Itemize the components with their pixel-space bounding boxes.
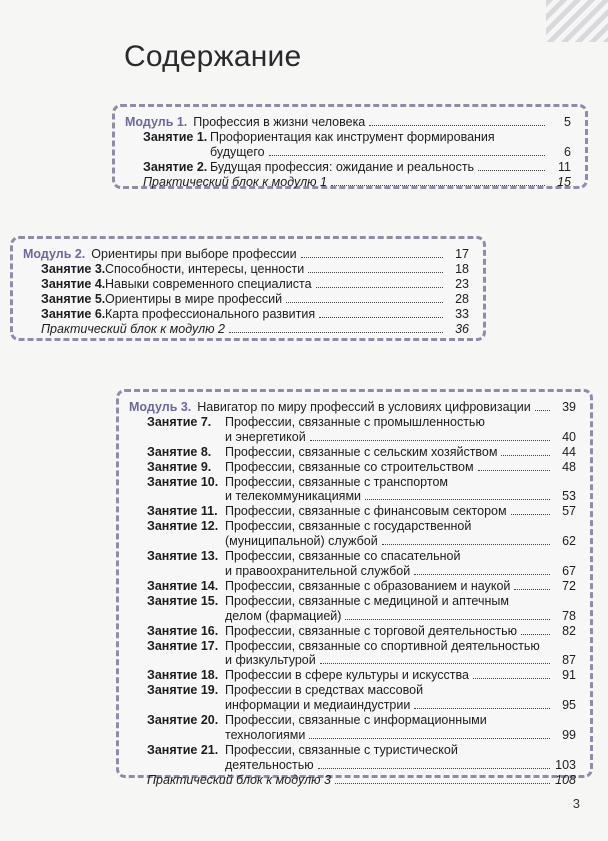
- dot-leader: [335, 774, 550, 784]
- entry-line: [105, 262, 469, 277]
- dot-leader: [414, 565, 550, 575]
- dot-leader: [521, 625, 550, 635]
- entry-line: [105, 307, 469, 322]
- lesson-label: Занятие 7.: [147, 414, 212, 429]
- entry-line: [225, 549, 576, 564]
- lesson-label: Занятие 3.: [41, 261, 106, 276]
- module-label: Модуль 3.: [129, 400, 192, 414]
- lesson-label: Занятие 14.: [147, 578, 219, 593]
- entry-title: Профессии, связанные с промышленностью: [225, 414, 485, 429]
- entry-line: [225, 639, 576, 654]
- entry-title: и телекоммуникациями: [225, 489, 362, 504]
- entry-line: [225, 698, 576, 713]
- dot-leader: [269, 146, 545, 156]
- entry-text: [105, 262, 469, 277]
- page-ref: 44: [562, 444, 576, 459]
- entry-line: [41, 322, 469, 337]
- lesson-label: Занятие 5.: [41, 291, 106, 306]
- dot-leader: [320, 654, 550, 664]
- lesson-label: Занятие 19.: [147, 683, 219, 698]
- dot-leader: [331, 176, 545, 186]
- lesson-label: Занятие 18.: [147, 668, 219, 683]
- page-ref: 67: [562, 563, 576, 578]
- page-ref: 40: [562, 429, 576, 444]
- page-ref: 78: [562, 608, 576, 623]
- toc-entry: [129, 445, 576, 460]
- entry-line: [225, 489, 576, 504]
- page-ref: 53: [562, 489, 576, 504]
- entry-line: [91, 247, 469, 262]
- toc-entry: [129, 624, 576, 639]
- lesson-label: Занятие 11.: [147, 504, 218, 519]
- entry-title: Профессии, связанные с транспортом: [225, 474, 448, 489]
- entry-line: [225, 728, 576, 743]
- entry-line: [225, 519, 576, 534]
- toc-entry: [129, 519, 576, 549]
- entry-line: [197, 400, 576, 415]
- entry-title: Профессии, связанные с туристической: [225, 742, 458, 757]
- entry-line: [225, 415, 576, 430]
- page-number: 3: [572, 796, 580, 811]
- dot-leader: [286, 293, 443, 303]
- toc-entry: [129, 639, 576, 669]
- entry-title: Профессии, связанные со спасательной: [225, 549, 461, 564]
- entry-line: [225, 653, 576, 668]
- entry-line: [225, 683, 576, 698]
- dot-leader: [535, 401, 550, 411]
- entry-title: Профессии, связанные с информационными: [225, 713, 487, 728]
- page-ref: 5: [564, 115, 571, 129]
- entry-text: [105, 307, 469, 322]
- module-content: [23, 247, 469, 336]
- dot-leader: [514, 580, 550, 590]
- entry-text: [225, 445, 576, 460]
- entry-line: [225, 624, 576, 639]
- entry-line: [225, 594, 576, 609]
- page-ref: 95: [562, 698, 576, 713]
- entry-title: Профессии, связанные с сельским хозяйством: [225, 444, 498, 459]
- entry-title: Будущая профессия: ожидание и реальность: [210, 159, 475, 174]
- dot-leader: [318, 759, 550, 769]
- entry-title: Профессия в жизни человека: [193, 115, 366, 129]
- entry-text: [225, 519, 576, 549]
- page-ref: 57: [562, 504, 576, 519]
- decorative-stripes: [546, 0, 608, 42]
- lesson-label: Занятие 10.: [147, 474, 219, 489]
- entry-text: [225, 743, 576, 773]
- entry-title: Способности, интересы, ценности: [105, 261, 305, 276]
- module-label: Модуль 2.: [23, 247, 86, 261]
- entry-text: [225, 594, 576, 624]
- entry-text: [225, 668, 576, 683]
- page-ref: 99: [562, 727, 576, 742]
- entry-title: информации и медиаиндустрии: [225, 698, 411, 713]
- entry-title: деятельностью: [225, 757, 314, 772]
- entry-title: Профессии, связанные со строительством: [225, 459, 474, 474]
- entry-text: [225, 504, 576, 519]
- page-ref: 15: [557, 174, 571, 189]
- page-ref: 87: [562, 653, 576, 668]
- module-1-box: [112, 104, 588, 189]
- entry-line: [225, 460, 576, 475]
- page-ref: 33: [455, 306, 469, 321]
- entry-title: Навигатор по миру профессий в условиях цифровизации: [197, 400, 531, 414]
- module-2-box: [10, 236, 486, 341]
- entry-text: [225, 579, 576, 594]
- entry-line: [225, 743, 576, 758]
- toc-entry: [129, 713, 576, 743]
- toc-entry: [129, 504, 576, 519]
- dot-leader: [229, 323, 443, 333]
- page-ref: 23: [455, 276, 469, 291]
- entry-line: [105, 292, 469, 307]
- entry-text: [210, 130, 571, 160]
- module-heading: [23, 247, 469, 262]
- dot-leader: [382, 535, 550, 545]
- toc-entry: [129, 415, 576, 445]
- page-ref: 82: [562, 623, 576, 638]
- toc-entry: [129, 743, 576, 773]
- page-ref: 18: [455, 261, 469, 276]
- dot-leader: [414, 699, 550, 709]
- practical-block: [129, 773, 576, 788]
- page-ref: 11: [558, 159, 571, 174]
- lesson-label: Занятие 1.: [143, 129, 208, 144]
- page-ref: 48: [562, 459, 576, 474]
- entry-line: [225, 758, 576, 773]
- toc-entry: [23, 277, 469, 292]
- toc-entry: [125, 160, 571, 175]
- entry-text: [225, 460, 576, 475]
- entry-line: [225, 564, 576, 579]
- dot-leader: [309, 729, 550, 739]
- module-heading: [125, 115, 571, 130]
- dot-leader: [316, 278, 443, 288]
- dot-leader: [369, 116, 545, 126]
- entry-title: и энергетикой: [225, 429, 306, 444]
- toc-entry: [23, 307, 469, 322]
- entry-title: Профессии, связанные с финансовым сектором: [225, 504, 507, 519]
- module-heading: [129, 400, 576, 415]
- entry-line: [105, 277, 469, 292]
- entry-title: Профессии, связанные со спортивной деятельностью: [225, 638, 540, 653]
- page-ref: 36: [455, 321, 469, 336]
- practical-block: [23, 322, 469, 337]
- dot-leader: [511, 505, 550, 515]
- lesson-label: Занятие 4.: [41, 276, 106, 291]
- entry-text: [91, 247, 469, 262]
- page-ref: 39: [562, 400, 576, 414]
- entry-title: делом (фармацией): [225, 608, 342, 623]
- entry-title: Профориентация как инструмент формирования: [210, 129, 495, 144]
- entry-title: Навыки современного специалиста: [105, 276, 312, 291]
- page-ref: 6: [564, 144, 571, 159]
- dot-leader: [473, 669, 550, 679]
- entry-line: [225, 504, 576, 519]
- page-ref: 91: [562, 668, 576, 683]
- module-3-box: [116, 389, 593, 787]
- page-ref: 62: [562, 534, 576, 549]
- lesson-label: Занятие 9.: [147, 459, 212, 474]
- entry-text: [105, 292, 469, 307]
- lesson-label: Занятие 15.: [147, 593, 219, 608]
- entry-text: [225, 549, 576, 579]
- entry-text: [197, 400, 576, 415]
- entry-text: [105, 277, 469, 292]
- lesson-label: Занятие 20.: [147, 713, 219, 728]
- toc-entry: [23, 292, 469, 307]
- page-ref: 72: [562, 578, 576, 593]
- dot-leader: [478, 461, 550, 471]
- entry-text: [193, 115, 571, 130]
- entry-title: Профессии в средствах массовой: [225, 683, 424, 698]
- entry-title: Практический блок к модулю 2: [41, 321, 225, 336]
- practical-block: [125, 175, 571, 190]
- entry-line: [210, 130, 571, 145]
- toc-entry: [129, 594, 576, 624]
- entry-text: [225, 683, 576, 713]
- entry-line: [225, 668, 576, 683]
- toc-entry: [125, 130, 571, 160]
- entry-title: технологиями: [225, 727, 306, 742]
- entry-line: [210, 145, 571, 160]
- entry-line: [143, 175, 571, 190]
- module-content: [129, 400, 576, 788]
- dot-leader: [478, 161, 545, 171]
- page-ref: 103: [555, 757, 576, 772]
- dot-leader: [301, 248, 443, 258]
- dot-leader: [501, 446, 550, 456]
- page-title: Содержание: [124, 40, 302, 73]
- page-ref: 17: [455, 247, 469, 261]
- entry-title: (муниципальной) службой: [225, 534, 378, 549]
- entry-text: [41, 322, 469, 337]
- entry-title: Практический блок к модулю 3: [147, 772, 331, 787]
- entry-title: Ориентиры при выборе профессии: [91, 247, 297, 261]
- dot-leader: [310, 431, 550, 441]
- toc-entry: [129, 475, 576, 505]
- toc-entry: [129, 579, 576, 594]
- entry-title: Профессии, связанные с медициной и аптечным: [225, 593, 509, 608]
- entry-text: [210, 160, 571, 175]
- toc-entry: [129, 549, 576, 579]
- dot-leader: [345, 610, 550, 620]
- page-ref: 108: [555, 772, 576, 787]
- dot-leader: [308, 263, 443, 273]
- entry-title: Практический блок к модулю 1: [143, 174, 327, 189]
- dot-leader: [319, 308, 443, 318]
- entry-title: будущего: [210, 144, 265, 159]
- entry-line: [225, 713, 576, 728]
- entry-title: и правоохранительной службой: [225, 563, 411, 578]
- entry-line: [225, 475, 576, 490]
- entry-text: [225, 415, 576, 445]
- toc-entry: [129, 683, 576, 713]
- entry-line: [147, 773, 576, 788]
- dot-leader: [365, 490, 550, 500]
- module-label: Модуль 1.: [125, 115, 188, 129]
- toc-entry: [129, 460, 576, 475]
- entry-title: и физкультурой: [225, 653, 316, 668]
- lesson-label: Занятие 2.: [143, 159, 208, 174]
- lesson-label: Занятие 16.: [147, 623, 219, 638]
- entry-text: [225, 624, 576, 639]
- entry-title: Профессии, связанные с государственной: [225, 519, 472, 534]
- entry-line: [225, 579, 576, 594]
- lesson-label: Занятие 6.: [41, 306, 106, 321]
- entry-text: [147, 773, 576, 788]
- entry-title: Карта профессионального развития: [105, 306, 316, 321]
- lesson-label: Занятие 21.: [147, 742, 219, 757]
- module-content: [125, 115, 571, 190]
- entry-text: [225, 475, 576, 505]
- lesson-label: Занятие 8.: [147, 444, 212, 459]
- lesson-label: Занятие 12.: [147, 519, 219, 534]
- entry-line: [193, 115, 571, 130]
- entry-line: [210, 160, 571, 175]
- lesson-label: Занятие 13.: [147, 549, 219, 564]
- entry-text: [225, 713, 576, 743]
- entry-text: [225, 639, 576, 669]
- toc-entry: [129, 668, 576, 683]
- entry-line: [225, 609, 576, 624]
- entry-line: [225, 430, 576, 445]
- entry-title: Профессии в сфере культуры и искусства: [225, 668, 469, 683]
- entry-line: [225, 445, 576, 460]
- entry-line: [225, 534, 576, 549]
- toc-entry: [23, 262, 469, 277]
- entry-text: [143, 175, 571, 190]
- entry-title: Ориентиры в мире профессий: [105, 291, 283, 306]
- entry-title: Профессии, связанные с торговой деятельностью: [225, 623, 517, 638]
- page-ref: 28: [455, 291, 469, 306]
- entry-title: Профессии, связанные с образованием и наукой: [225, 578, 511, 593]
- lesson-label: Занятие 17.: [147, 638, 219, 653]
